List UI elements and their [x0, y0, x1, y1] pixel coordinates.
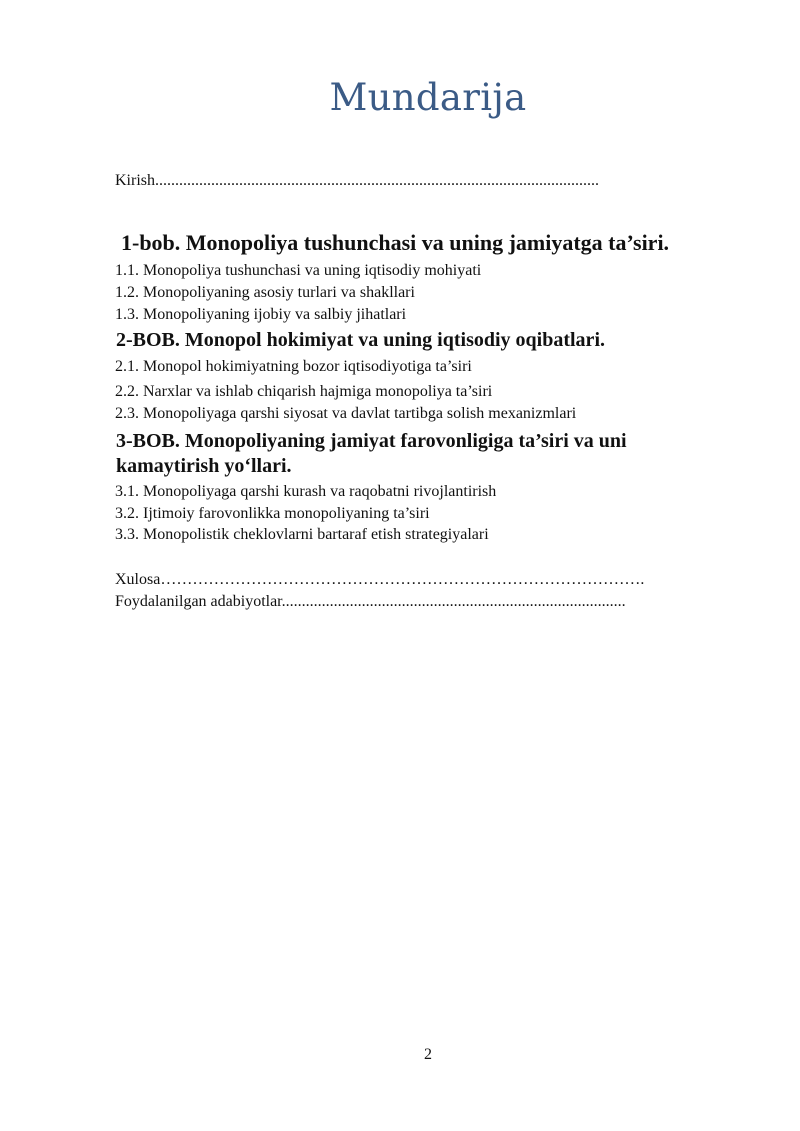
toc-entry-intro: Kirish............................................................................................................... — [115, 172, 599, 189]
toc-item-3-3: 3.3. Monopolistik cheklovlarni bartaraf etish strategiyalari — [115, 526, 489, 543]
toc-chapter-2-heading: 2-BOB. Monopol hokimiyat va uning iqtisodiy oqibatlari. — [116, 329, 605, 351]
toc-entry-conclusion: Xulosa………………………………………………………………………………. — [115, 571, 645, 588]
toc-item-2-3: 2.3. Monopoliyaga qarshi siyosat va davlat tartibga solish mexanizmlari — [115, 405, 577, 422]
toc-item-2-1: 2.1. Monopol hokimiyatning bozor iqtisodiyotiga ta’siri — [115, 358, 472, 375]
page-number: 2 — [424, 1046, 432, 1063]
toc-chapter-3-heading-line1: 3-BOB. Monopoliyaning jamiyat farovonligiga ta’siri va uni — [116, 430, 627, 452]
page-title: Mundarija — [329, 76, 527, 119]
toc-chapter-1-heading: 1-bob. Monopoliya tushunchasi va uning jamiyatga ta’siri. — [121, 230, 670, 255]
toc-item-1-3: 1.3. Monopoliyaning ijobiy va salbiy jihatlari — [115, 306, 407, 323]
toc-item-1-1: 1.1. Monopoliya tushunchasi va uning iqtisodiy mohiyati — [115, 262, 482, 279]
toc-entry-references: Foydalanilgan adabiyotlar...................................................................................... — [115, 593, 626, 610]
toc-item-2-2: 2.2. Narxlar va ishlab chiqarish hajmiga monopoliya ta’siri — [115, 383, 493, 400]
toc-chapter-3-heading-line2: kamaytirish yo‘llari. — [116, 455, 292, 477]
toc-item-3-2: 3.2. Ijtimoiy farovonlikka monopoliyaning ta’siri — [115, 505, 430, 522]
toc-item-3-1: 3.1. Monopoliyaga qarshi kurash va raqobatni rivojlantirish — [115, 483, 497, 500]
toc-item-1-2: 1.2. Monopoliyaning asosiy turlari va shakllari — [115, 284, 415, 301]
